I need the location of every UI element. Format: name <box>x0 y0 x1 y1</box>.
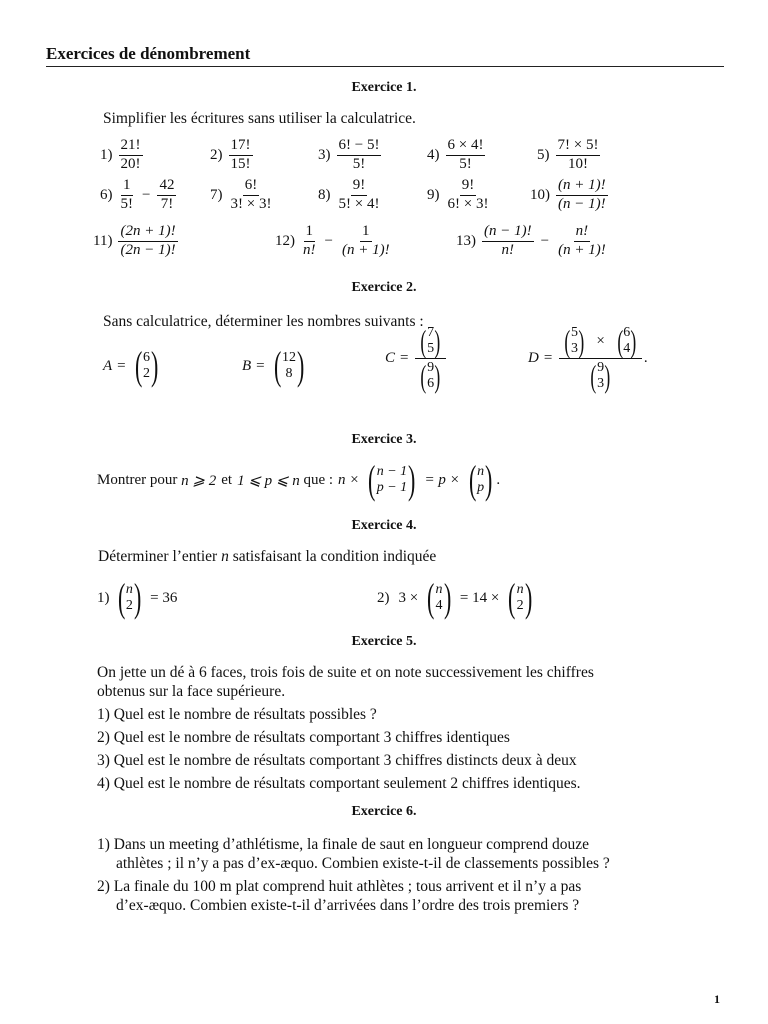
ex1-item-1: 1) $\frac{21!}{20!}$ <box>100 137 141 172</box>
ex5-item-1: 1) Quel est le nombre de résultats possibles ? <box>97 706 377 723</box>
exercise-2-title: Exercice 2. <box>351 280 417 295</box>
exercise-1-title: Exercice 1. <box>351 80 417 95</box>
ex1-item-2: 2) $\frac{17!}{15!}$ <box>210 137 251 172</box>
ex1-item-6: 6) $\frac{1}{5!}$ − $\frac{42}{7!}$ <box>100 177 175 212</box>
exercise-5-intro-line-1: On jette un dé à 6 faces, trois fois de suite et on note successivement les chiffres <box>97 664 594 681</box>
exercise-1-intro: Simplifier les écritures sans utiliser la calculatrice. <box>103 110 416 127</box>
ex6-item-2-line-2: d’ex-æquo. Combien existe-t-il d’arrivées dans l’ordre des trois premiers ? <box>116 897 580 914</box>
ex6-item-1-line-1: 1) Dans un meeting d’athlétisme, la finale de saut en longueur comprend douze <box>97 836 589 853</box>
ex1-item-9: 9) $\frac{9!}{6! \times 3!}$ <box>427 177 489 212</box>
exercise-4-intro: Déterminer l’entier n satisfaisant la condition indiquée <box>98 548 437 565</box>
ex2-A: A = ( 6 2 ) <box>103 343 159 388</box>
page-header <box>46 44 724 67</box>
ex1-item-11: 11) $\frac{(2n + 1)!}{(2n - 1)!}$ <box>93 223 176 258</box>
ex2-B: B = ( 12 8 ) <box>242 343 305 388</box>
ex1-item-12: 12) $\frac{1}{n!}$ − $\frac{1}{(n + 1)!}$ <box>275 223 390 258</box>
ex5-item-4: 4) Quel est le nombre de résultats comportant seulement 2 chiffres identiques. <box>97 775 581 792</box>
ex1-item-3: 3) $\frac{6! - 5!}{5!}$ <box>318 137 380 172</box>
ex1-item-10: 10) $\frac{(n + 1)!}{(n - 1)!}$ <box>530 177 606 212</box>
exercise-5-intro-line-2: obtenus sur la face supérieure. <box>97 683 286 700</box>
ex1-item-5: 5) $\frac{7! \times 5!}{10!}$ <box>537 137 599 172</box>
page-title: Exercices de dénombrement <box>46 44 251 63</box>
ex4-item-2: 2) 3 × ( n 4 ) = 14 × ( n 2 ) <box>377 575 532 620</box>
ex4-item-1: 1) ( n 2 ) = 36 <box>97 575 178 620</box>
ex5-item-3: 3) Quel est le nombre de résultats comportant 3 chiffres distincts deux à deux <box>97 752 577 769</box>
ex2-C: C = ( 7 5 ) ( 9 6 ) <box>385 325 448 392</box>
ex1-item-13: 13) $\frac{(n - 1)!}{n!}$ − $\frac{n!}{(n + 1)!}$ <box>456 223 606 258</box>
exercise-3-title: Exercice 3. <box>351 432 417 447</box>
ex1-item-4: 4) $\frac{6 \times 4!}{5!}$ <box>427 137 484 172</box>
exercise-5-title: Exercice 5. <box>351 634 417 649</box>
ex6-item-1-line-2: athlètes ; il n’y a pas d’ex-æquo. Combien existe-t-il de classements possibles ? <box>116 855 610 872</box>
ex2-D: D = ( 5 3 ) × ( 6 4 ) ( 9 3 ) . <box>528 323 648 395</box>
exercise-2-intro: Sans calculatrice, déterminer les nombres suivants : <box>103 313 424 330</box>
exercise-6-title: Exercice 6. <box>351 804 417 819</box>
ex6-item-2-line-1: 2) La finale du 100 m plat comprend huit athlètes ; tous arrivent et il n’y a pas <box>97 878 582 895</box>
ex1-item-8: 8) $\frac{9!}{5! \times 4!}$ <box>318 177 380 212</box>
ex3-statement: Montrer pour n ⩾ 2 et 1 ⩽ p ⩽ n que : n × ( n − 1 p − 1 ) = p × ( n p ) . <box>97 457 501 502</box>
exercise-4-title: Exercice 4. <box>351 518 417 533</box>
ex5-item-2: 2) Quel est le nombre de résultats comportant 3 chiffres identiques <box>97 729 510 746</box>
page-number: 1 <box>714 992 720 1006</box>
ex1-item-7: 7) $\frac{6!}{3! \times 3!}$ <box>210 177 272 212</box>
